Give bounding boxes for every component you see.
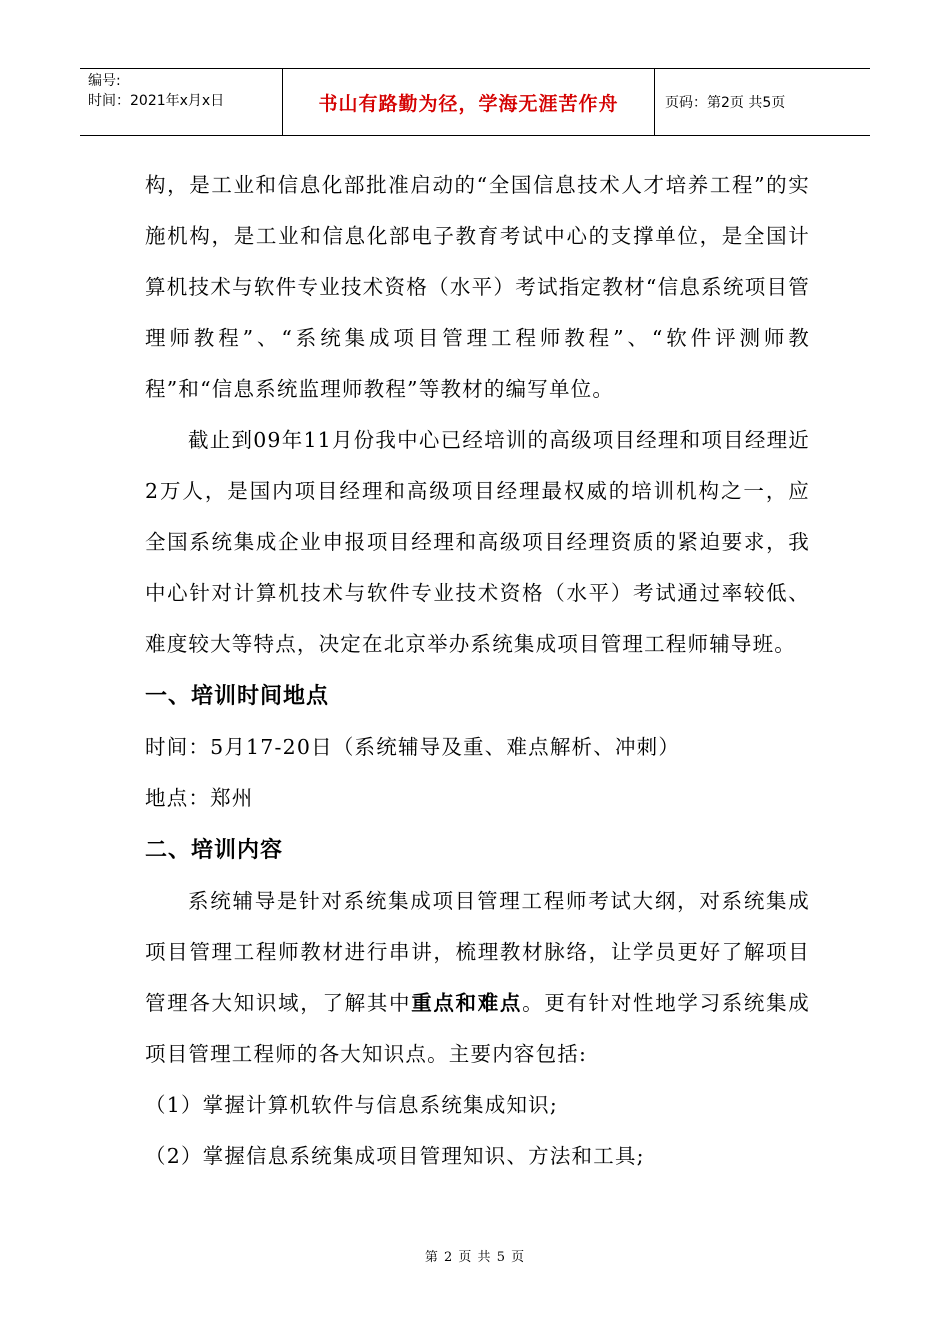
content-text-part1: 系统辅导是针对系统集成项目管理工程师考试大纲，对系统集成项目管理工程师教材进行串讲，梳理教材脉络，让学员更好了解项目管理各大知识域，了解其中 [145,889,810,1015]
content-emphasis: 重点和难点 [411,991,523,1015]
header-meta [80,69,283,135]
training-place: 地点：郑州 [145,786,254,810]
document-time-label: 时间：2021年x月x日 [88,93,225,109]
document-number-label: 编号: [88,73,121,89]
page-footer: 第 2 页 共 5 页 [424,1250,526,1265]
content-item-1: （1）掌握计算机软件与信息系统集成知识; [145,1093,558,1117]
second-paragraph: 截止到09年11月份我中心已经培训的高级项目经理和项目经理近2万人，是国内项目经理和高级项目经理最权威的培训机构之一，应全国系统集成企业申报项目经理和高级项目经理资质的紧迫要求，我中心针对计算机技术与软件专业技术资格（水平）考试通过率较低、难度较大等特点，决定在北京举办系统集成项目管理工程师辅导班。 [145,428,810,656]
section-title-content: 二、培训内容 [145,837,284,863]
document-body [145,160,810,1182]
content-text-part2: 。更有针对性地学习系统集成项目管理工程师的各大知识点。主要内容包括: [145,991,810,1066]
intro-paragraph: 构，是工业和信息化部批准启动的“全国信息技术人才培养工程”的实施机构，是工业和信息化部电子教育考试中心的支撑单位，是全国计算机技术与软件专业技术资格（水平）考试指定教材“信息系统项目管理师教程”、“系统集成项目管理工程师教程”、“软件评测师教程”和“信息系统监理师教程”等教材的编写单位。 [145,173,810,401]
training-time: 时间：5月17-20日（系统辅导及重、难点解析、冲刺） [145,735,681,759]
page-header [80,68,870,136]
content-paragraph [145,876,810,1080]
header-motto: 书山有路勤为径，学海无涯苦作舟 [283,69,655,135]
section-title-time-place: 一、培训时间地点 [145,683,330,709]
content-item-2: （2）掌握信息系统集成项目管理知识、方法和工具; [145,1144,645,1168]
header-page-info: 页码：第2页 共5页 [665,95,786,111]
